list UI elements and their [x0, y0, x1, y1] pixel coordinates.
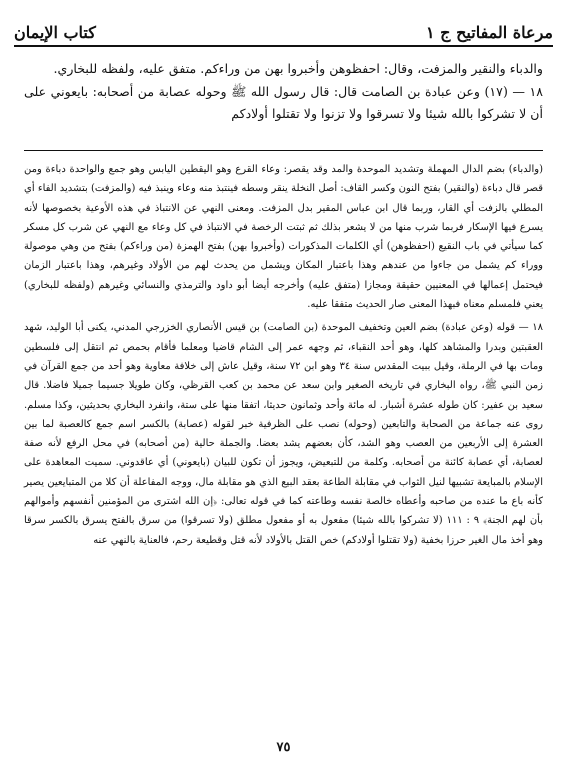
hadith-text [24, 58, 543, 126]
page-number: ٧٥ [276, 740, 291, 755]
running-header [14, 14, 553, 42]
hadith-paragraph: ١٨ — (١٧) وعن عبادة بن الصامت قال: قال رسول الله ﷺ وحوله عصابة من أصحابه: بايعوني على أن لا تشركوا بالله شيئا ولا تسرقوا ولا تزنوا ولا تقتلوا أولادكم [24, 83, 543, 121]
section-divider [24, 150, 543, 151]
commentary-paragraph: ١٨ — قوله (وعن عبادة) بضم العين وتخفيف الموحدة (بن الصامت) بن قيس الأنصاري الخزرجي المدني، يكنى أبا الوليد، شهد العقبتين وبدرا والمشاهد كلها، وهو أحد النقباء، ثم وجهه عمر إلى الشام قاضيا ومعلما فأقام بحمص ثم انتقل إلى فلسطين ومات بها في الرملة، وقيل ببيت المقدس سنة ٣٤ وهو ابن ٧٢ سنة، وقيل عاش إلى خلافة معاوية وهو أحد من جمع القرآن في زمن النبي ﷺ، رواه البخاري في تاريخه الصغير وابن سعد عن محمد بن كعب القرظي، وكان طويلا جسيما جميلا فاضلا. قال سعيد بن عفير: كان طوله عشرة أشبار. له مائة وأحد وثمانون حديثا، اتفقا منها على ستة، وانفرد البخاري بحديثين، وكذا مسلم. روى عنه جماعة من الصحابة والتابعين (وحوله) نصب على الظرفية خبر لقوله (عصابة) بالكسر اسم جمع كالعصبة لما بين العشرة إلى الأربعين من العصب وهو الشد، كأن بعضهم يشد بعضا. والجملة حالية (من أصحابه) في محل الرفع لأنه صفة لعصابة، أي عصابة كائنة من أصحابه. وكلمة من للتبعيض، ويجوز أن تكون للبيان (بايعوني) أي عاقدوني. سميت المعاهدة على الإسلام بالمبايعة تشبيها لنيل الثواب في مقابلة الطاعة بعقد البيع الذي هو مقابلة مال، ووجه المفاعلة أن كلا من المتبايعين يصير كأنه باع ما عنده من صاحبه وأعطاه خالصة نفسه وطاعته كما في قوله تعالى: ﴿إن الله اشترى من المؤمنين أنفسهم وأموالهم بأن لهم الجنة﴾ ٩ : ١١١ (لا تشركوا بالله شيئا) مفعول به أو مفعول مطلق (ولا تسرقوا) من سرق بالفتح يسرق بالكسر سرقا وهو أخذ مال الغير حرزا بخفية (ولا تقتلوا أولادكم) خص القتل بالأولاد لأنه قتل وقطيعة رحم، فالعناية بالنهي عنه [24, 322, 544, 546]
book-title: مرعاة المفاتيح ج ١ [426, 23, 553, 42]
commentary-paragraph: (والدباء) بضم الدال المهملة وتشديد الموحدة والمد وقد يقصر: وعاء القرع وهو اليقطين اليابس وهو جمع والواحدة دباءة ومن قصر قال دباءة (والنقير) بفتح النون وكسر القاف: أصل النخلة ينقر وسطه فينتبذ منه وعاء وينبذ فيه (والمزفت) بتشديد الفاء أي المطلي بالزفت أي القار، وربما قال ابن عباس المقير بدل المزفت. ومعنى النهي عن الانتباذ في هذه الأوعية بخصوصها لأنه يسرع فيها الإسكار فربما شرب منها من لا يشعر بذلك ثم ثبتت الرخصة في الانتباذ في كل وعاء مع النهي عن شرب كل مسكر كما سيأتي في باب النقيع (احفظوهن) أي الكلمات المذكورات (وأخبروا بهن) بفتح الهمزة (من وراءكم) بفتح من وهي موصولة ووراء كم يشمل من جاءوا من عندهم وهذا باعتبار المكان ويشمل من يحدث لهم من الأولاد وغيرهم، وهذا باعتبار الزمان فيحتمل إعمالها في المعنيين حقيقة ومجازا (متفق عليه) وأخرجه أيضا أبو داود والترمذي والنسائي وغيرهم (ولفظه للبخاري) يعني فلمسلم معناه فبهذا المعنى صار الحديث متفقا عليه. [24, 164, 544, 311]
hadith-paragraph: والدباء والنقير والمزفت، وقال: احفظوهن وأخبروا بهن من وراءكم. متفق عليه، ولفظه للبخاري. [53, 61, 543, 76]
commentary-text [24, 160, 543, 550]
chapter-title: كتاب الإيمان [14, 23, 96, 42]
header-rule [14, 45, 553, 47]
